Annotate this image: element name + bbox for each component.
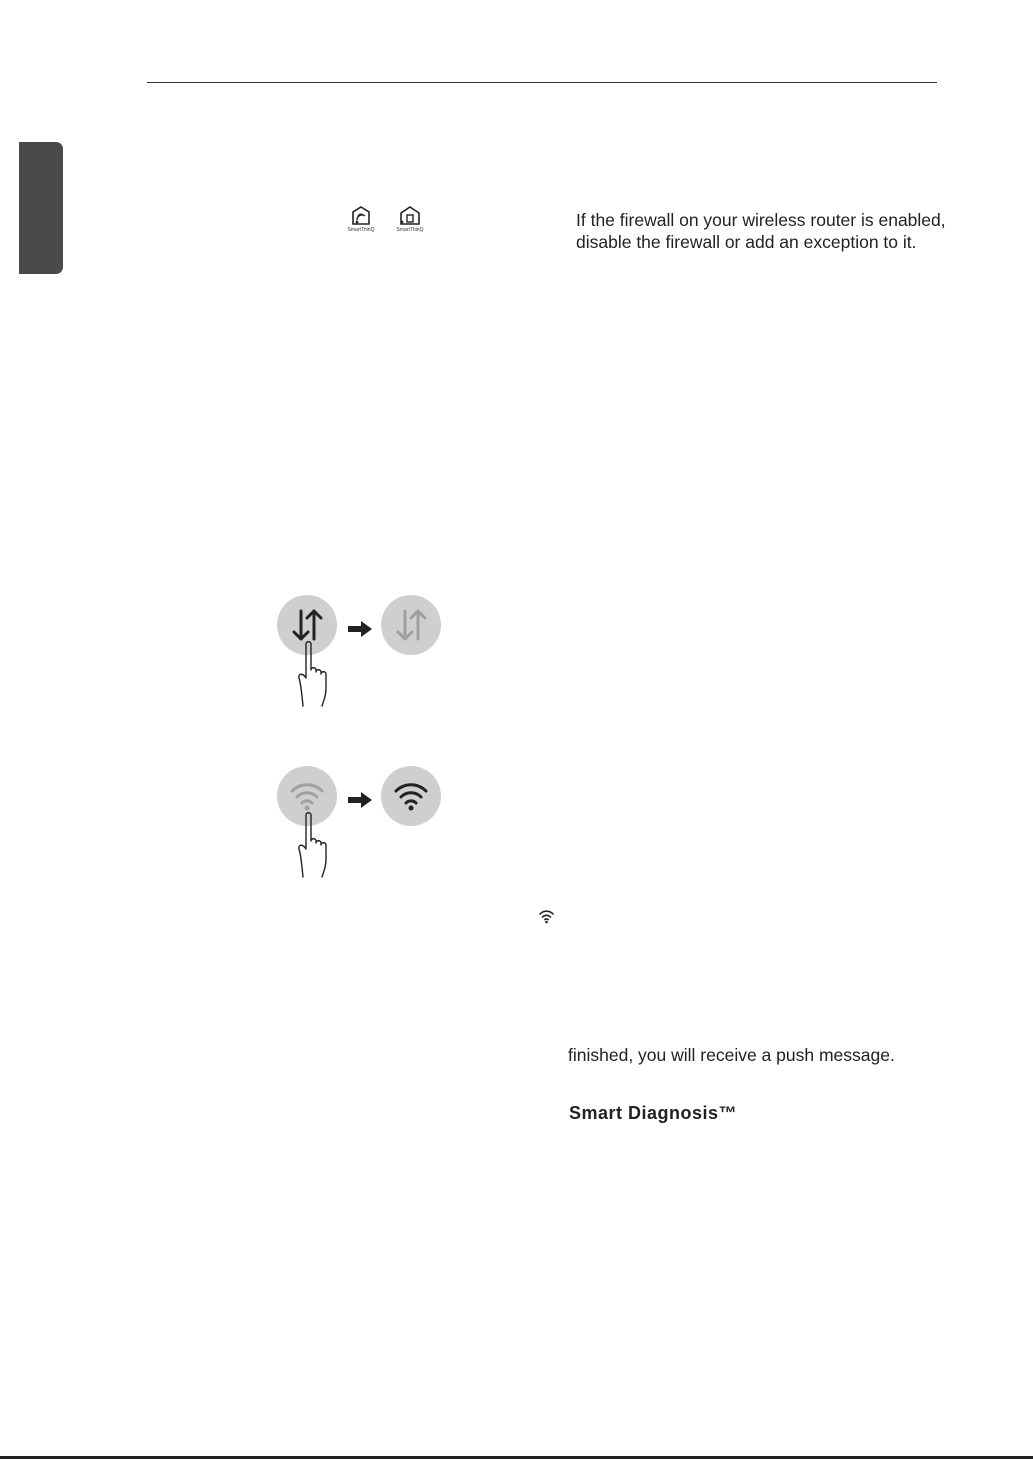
remote-button-result bbox=[381, 595, 441, 655]
push-message-note: finished, you will receive a push message. bbox=[568, 1045, 895, 1065]
arrow-right-icon bbox=[347, 620, 373, 638]
pointing-hand-icon bbox=[296, 811, 336, 881]
language-tab bbox=[19, 142, 63, 274]
firewall-note-line1: If the firewall on your wireless router is enabled, bbox=[576, 210, 946, 230]
wifi-icon bbox=[381, 766, 441, 826]
wifi-icon bbox=[538, 908, 555, 924]
smartthinq-icon-graphic bbox=[350, 205, 372, 227]
smart-diagnosis-heading: Smart Diagnosis™ bbox=[569, 1103, 738, 1123]
smartthinq-home-icon bbox=[392, 205, 428, 233]
wifi-button-result bbox=[381, 766, 441, 826]
smartthinq-home-caption: SmartThinQ bbox=[396, 227, 424, 233]
firewall-note-line2: disable the firewall or add an exception to it. bbox=[576, 232, 917, 252]
smartthinq-icon bbox=[344, 205, 378, 233]
smartthinq-caption: SmartThinQ bbox=[347, 227, 375, 233]
arrow-right-icon bbox=[347, 791, 373, 809]
remote-arrows-icon-light bbox=[381, 595, 441, 655]
header-rule bbox=[147, 82, 937, 83]
smartthinq-home-icon-graphic bbox=[398, 205, 422, 227]
pointing-hand-icon bbox=[296, 640, 336, 710]
